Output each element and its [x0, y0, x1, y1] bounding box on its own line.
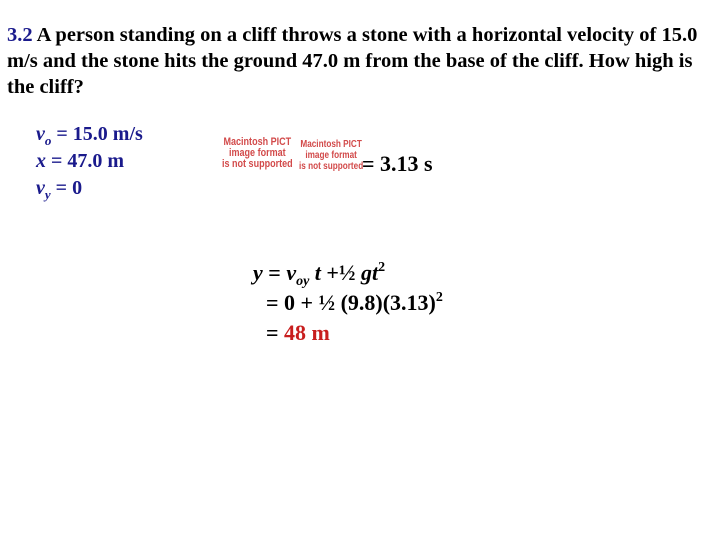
solution-answer: [253, 318, 443, 348]
placeholder-line: is not supported: [222, 158, 293, 170]
substitution-text: = 0 + ½ (9.8)(3.13): [266, 290, 436, 315]
placeholder-line: Macintosh PICT: [223, 136, 292, 148]
placeholder-line: image format: [229, 147, 286, 159]
vy-symbol: v: [36, 177, 45, 199]
vy-subscript: y: [44, 187, 51, 202]
answer-prefix: =: [266, 320, 285, 345]
t-symbol: t: [309, 260, 321, 285]
unsupported-image-placeholder: [299, 139, 363, 172]
exponent: 2: [435, 290, 443, 305]
problem-number: 3.2: [7, 24, 33, 46]
unsupported-image-placeholder: [222, 137, 293, 170]
time-result: = 3.13 s: [362, 151, 433, 176]
vy-value: = 0: [50, 177, 83, 199]
x-symbol: x: [36, 150, 46, 172]
y-symbol: y: [253, 260, 263, 285]
v0-symbol: v: [36, 123, 45, 145]
given-vertical-velocity: [36, 175, 143, 202]
equals-sign: =: [262, 260, 287, 285]
given-initial-velocity: [36, 121, 143, 148]
plus-half: +½: [320, 260, 361, 285]
placeholder-line: Macintosh PICT: [300, 139, 362, 150]
exponent: 2: [378, 260, 386, 275]
problem-text: A person standing on a cliff throws a stone with a horizontal velocity of 15.0 m/s and the stone hits the ground 47.0 m from the base of the cliff. How high is the cliff?: [7, 24, 698, 98]
voy-subscript: oy: [296, 274, 310, 289]
given-values: [36, 121, 143, 202]
v0-subscript: o: [44, 133, 52, 148]
v0-value: = 15.0 m/s: [51, 123, 143, 145]
given-horizontal-distance: [36, 148, 143, 175]
x-value: = 47.0 m: [46, 150, 125, 172]
solution-equation: [253, 258, 443, 288]
solution-substitution: [253, 288, 443, 318]
placeholder-line: is not supported: [299, 161, 364, 172]
problem-statement: [7, 22, 717, 100]
solution-steps: [253, 258, 443, 348]
final-answer: 48 m: [284, 320, 330, 345]
placeholder-line: image format: [305, 150, 357, 161]
gt-symbol: gt: [360, 260, 379, 285]
v-symbol: v: [286, 260, 297, 285]
